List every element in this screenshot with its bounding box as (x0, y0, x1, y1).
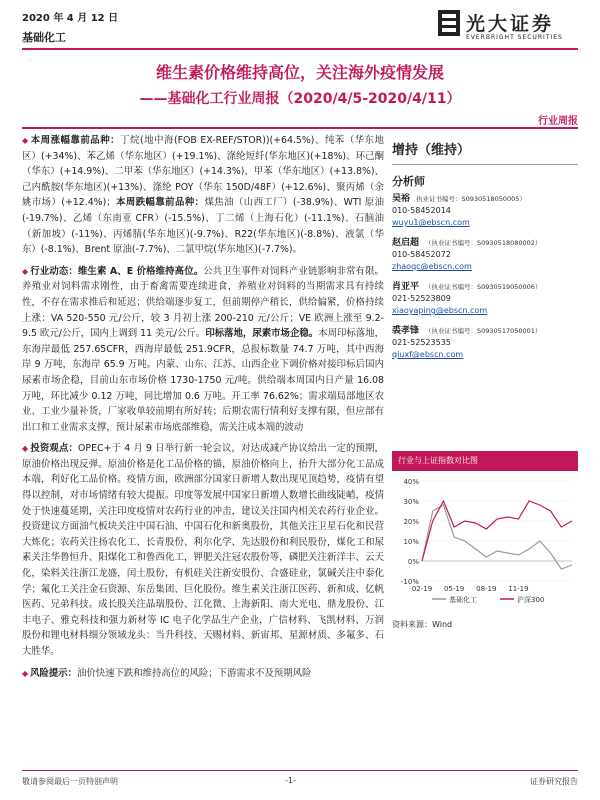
analyst-email-link[interactable]: wuyu1@ebscn.com (392, 218, 470, 227)
x-tick-label: 02-19 (411, 585, 433, 593)
y-tick-label: -10% (400, 578, 419, 586)
report-subtitle: ——基础化工行业周报（2020/4/5-2020/4/11） (139, 91, 461, 107)
bold-text: 印标落地，尿素市场企稳。 (205, 328, 319, 340)
paragraph-risk (22, 666, 384, 682)
section-heading: 本周涨幅靠前品种： (30, 135, 121, 146)
paragraph-text: OPEC+于 4 月 9 日举行新一轮会议，对达成减产协议给出一定的预期，原油价格出现反弹。原油价格是化工品价格的锚，原油价格向上，抬升大部分化工品成本端，利好化工品价格。疫情方面，欧洲部分国家日新增人数出现见顶趋势，疫情有望得以控制，对市场情绪有较大提振。印度等发展中国家日新增人数增长曲线陡峭，疫情处于快速蔓延期，关注印度疫情对农药行业的冲击，建议关注国内相关农药行业企业。投资建议方面油气板块关注中国石油、中国石化和新奥股份，其他关注卫星石化和民营大炼化；农药关注扬农化工、长青股份、利尔化学、先达股份和利民股份，煤化工和尿素关注华鲁恒升、阳煤化工和鲁西化工，钾肥关注冠农股份等，磷肥关注新洋丰、云天化，染料关注浙江龙盛，闰土股份，有机硅关注新安股份、合盛硅业，氯碱关注中泰化学；氟化工关注金石资源、东岳集团、巨化股份。维生素关注浙江医药、新和成、亿帆医药、兄弟科技。成长股关注晶瑞股份、江化微、上海新阳、南大光电、鼎龙股份、江丰电子、雅克科技和强力新材等 IC 电子化学品生产企业，广信材料、飞凯材料、万润股份和锂电材料细分领域龙头：当升科技、天赐材料、新宙邦、星源材质、多氟多、石大胜华。 (22, 443, 384, 657)
bullet-icon: ◆ (22, 444, 29, 454)
bullet-icon: ◆ (22, 136, 29, 145)
paragraph-text: 煤焦油（山西工厂）(-38.9%)、WTI 原油(-19.7%)、乙烯（东南亚 CFR）(-15.5%)、丁二烯（上海石化）(-11.1%)、石脑油（新加坡）(-11%)、丙烯腈(华东地区)(-9.7%)、R22(华东地区)(-8.8%)、液氯（华东）(-8.1%)、Brent 原油(-7.7%)、二氯甲烷(华东地区)(-7.7%)。 (22, 197, 384, 256)
section-heading: 本周跌幅靠前品种： (115, 197, 205, 209)
analyst-phone: 021-52523535 (392, 338, 451, 347)
y-tick-label: 20% (403, 518, 419, 526)
analyst-email-link[interactable]: xiaoyaping@ebscn.com (392, 306, 488, 315)
paragraph-investment-view (22, 441, 384, 659)
analyst-card (392, 237, 578, 273)
section-heading: 风险提示： (30, 667, 78, 679)
series-line (422, 505, 572, 569)
title-divider (22, 127, 578, 129)
logo-text-cn: 光大证券 (466, 13, 555, 35)
rating: 增持（维持） (392, 143, 471, 158)
paragraph-price-changes (22, 133, 384, 258)
x-tick-label: 11-19 (508, 585, 529, 593)
chart-source: 资料来源：Wind (392, 620, 453, 629)
analyst-name: 吴裕 (392, 194, 411, 204)
analyst-phone: 021-52523809 (392, 294, 451, 303)
paragraph-text: 公共卫生事件对饲料产业链影响非常有限。养殖业对饲料需求刚性，由于畜禽需要连续进食，养殖业对饲料的当期需求具有持续性，不存在需求推后和延迟；供给端逐步复工，但前期停产稍长，供给偏紧，价格持续上涨：VA 520-550 元/公斤，较 3 月初上涨 200-210 元/公斤；VE 欧洲上涨至 9.2-9.5 欧元/公斤，国内上调到 11 美元/公斤。 (22, 265, 384, 340)
report-date: 2020 年 4 月 12 日 (22, 13, 119, 24)
section-heading: 投资观点： (30, 443, 79, 455)
chart-plot (392, 471, 578, 611)
legend-label: 沪深300 (517, 596, 545, 604)
page-number: -1- (285, 776, 296, 785)
y-tick-label: 40% (403, 478, 419, 486)
logo-text-en: EVERBRIGHT SECURITIES (466, 34, 563, 41)
logo-icon (438, 10, 460, 36)
sidebar-divider (392, 164, 578, 165)
analyst-license: 执业证书编号：S0930518050005） (416, 195, 526, 203)
footer-divider (22, 770, 578, 771)
analyst-phone: 010-58452072 (392, 250, 451, 259)
bullet-icon: ◆ (22, 266, 29, 276)
analyst-heading: 分析师 (392, 175, 425, 188)
analyst-name: 赵启超 (392, 238, 420, 248)
analyst-license: （执业证书编号：S0930518080002） (425, 239, 542, 247)
report-type: 行业周报 (538, 116, 578, 127)
analyst-card (392, 281, 578, 317)
analyst-license: （执业证书编号：S0930517050001） (425, 327, 542, 335)
section-heading: 行业动态： (30, 265, 78, 277)
analyst-email-link[interactable]: zhaoqc@ebscn.com (392, 262, 472, 271)
bold-text: 维生素 A、E 价格维持高位。 (77, 265, 204, 277)
x-tick-label: 05-19 (443, 585, 465, 593)
industry-label: 基础化工 (22, 31, 66, 44)
paragraph-industry-news (22, 264, 384, 436)
paragraph-text: 丁烷(地中海(FOB EX-REF/STOR))(+64.5%)、纯苯（华东地区）(+34%)、苯乙烯（华东地区）(+19.1%)、涤纶短纤(华东地区)(+18%)、环己酮（华东）(+14.9%)、二甲苯（华东地区）(+14.3%)、甲苯（华东地区）(+13.8%)、己内酰胺(华东地区)(+13%)、涤纶 POY（华东 150D/48F）(+12.6%)、聚丙烯（余姚市场）(+12.4%)； (22, 135, 384, 209)
analyst-phone: 010-58452014 (392, 206, 451, 215)
analyst-license: （执业证书编号：S0930519050006） (425, 283, 542, 291)
analyst-email-link[interactable]: qiuxf@ebscn.com (392, 350, 464, 359)
paragraph-text: 本周印标落地，东海岸最低 257.65CFR，西海岸最低 251.9CFR，总报标数量 74.7 万吨，其中西海岸 9 万吨，东海岸 65.9 万吨。内蒙、山东、江苏、山西企业下调价格对接印标后国内尿素市场企稳，目前山东市场价格 1730-1750 元/吨。供给端本周国内日产量 16.08 万吨，环比减少 0.12 万吨，同比增加 0.6 万吨。开工率 76.62%；需求端局部地区农业、工业少量补货，厂家收单较前期有所好转；后期农需行情利好支撑有限，但应部有出口和工业需求支撑，预计尿素市场底部维稳，需关注成本端的波动 (22, 328, 384, 433)
y-tick-label: 0% (407, 558, 419, 566)
chart-title: 行业与上证指数对比图 (392, 451, 578, 471)
analyst-card (392, 325, 578, 361)
bullet-icon: ◆ (22, 668, 29, 678)
y-tick-label: 10% (403, 538, 419, 546)
analyst-name: 裘孝锋 (392, 326, 420, 336)
analyst-name: 肖亚平 (392, 282, 420, 292)
header-divider (22, 48, 578, 50)
comparison-chart (392, 451, 578, 637)
x-tick-label: 08-19 (476, 585, 497, 593)
analyst-card (392, 193, 578, 229)
paragraph-text: 油价快速下跌和维持高位的风险；下游需求不及预期风险 (77, 667, 312, 679)
brand-logo (438, 8, 588, 48)
main-text (22, 133, 384, 687)
footer-disclaimer: 敬请参阅最后一页特别声明 (22, 777, 118, 786)
report-title: 维生素价格维持高位，关注海外疫情发展 (155, 63, 444, 82)
footer-report-label: 证券研究报告 (530, 777, 578, 786)
y-tick-label: 30% (403, 498, 419, 506)
legend-label: 基础化工 (449, 596, 477, 604)
sidebar (392, 133, 578, 369)
